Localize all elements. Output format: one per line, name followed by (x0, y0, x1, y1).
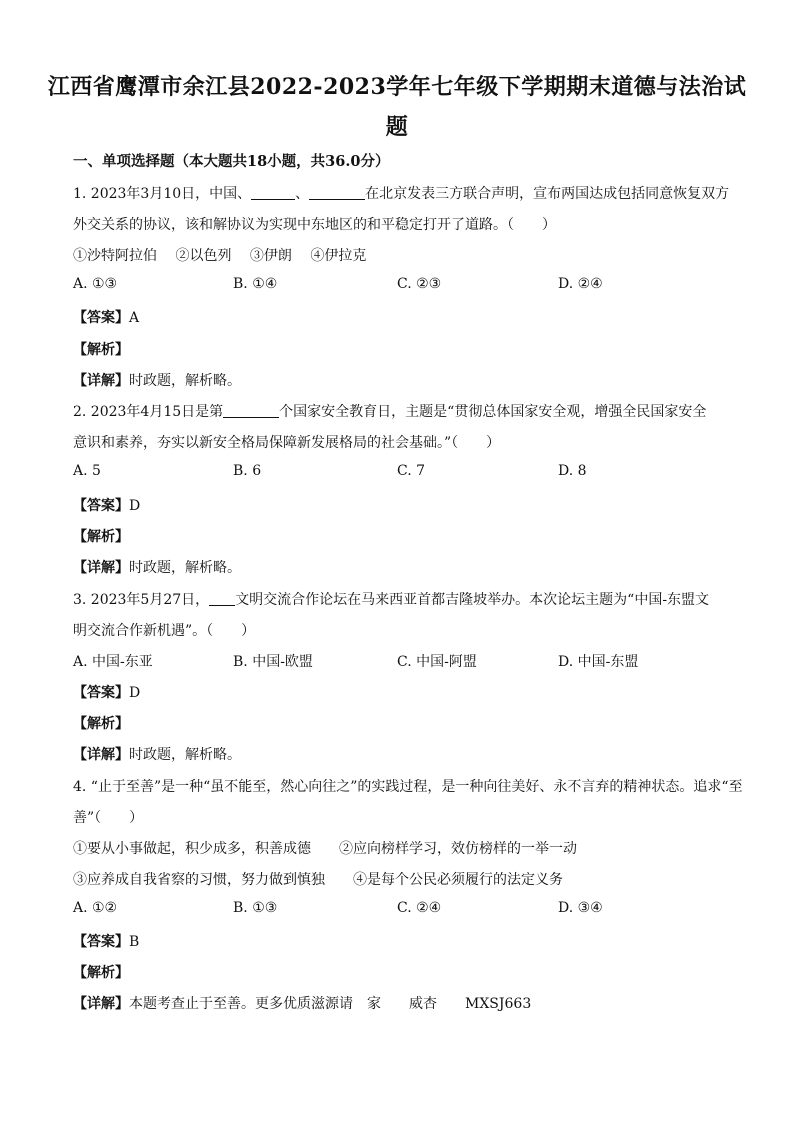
q4-option-c: C. ②④ (397, 900, 442, 916)
q3-option-c: C. 中国-阿盟 (397, 654, 477, 670)
q1-stem-part3: 在北京发表三方联合声明，宣布两国达成包括同意恢复双方 (365, 186, 730, 202)
q4-detail-text: 本题考查止于至善。更多优质滋源请 家 威杏 MXSJ663 (129, 996, 532, 1012)
q3-option-a: A. 中国-东亚 (73, 654, 153, 670)
q2-detail (73, 557, 241, 577)
doc-title-line2: 题 (385, 114, 409, 140)
q1-answer-value: A (129, 310, 140, 326)
q4-answer (73, 931, 139, 951)
q4-answer-tag: 【答案】 (73, 934, 129, 950)
q2-answer-tag: 【答案】 (73, 498, 129, 514)
q3-detail-tag: 【详解】 (73, 747, 129, 763)
q1-analysis-tag: 【解析】 (73, 342, 129, 358)
q1-items: ①沙特阿拉伯 ②以色列 ③伊朗 ④伊拉克 (73, 248, 367, 264)
q3-stem-line1 (73, 589, 709, 609)
q4-detail-tag: 【详解】 (73, 996, 129, 1012)
q2-option-c: C. 7 (397, 463, 426, 479)
q4-items-line2: ③应养成自我省察的习惯，努力做到慎独 ④是每个公民必须履行的法定义务 (73, 872, 563, 888)
q3-detail-text: 时政题，解析略。 (129, 747, 241, 763)
q4-analysis-tag: 【解析】 (73, 965, 129, 981)
q4-detail (73, 993, 531, 1013)
q1-stem-line1 (73, 183, 729, 203)
q1-option-c: C. ②③ (397, 276, 442, 292)
q4-stem-line1: 4. “止于至善”是一种“虽不能至，然心向往之”的实践过程，是一种向往美好、永不言弃的精神状态。追求“至 (73, 779, 743, 795)
q3-stem-line2: 明交流合作新机遇”。（ ） (73, 623, 256, 639)
q3-answer-value: D (129, 685, 141, 701)
q3-option-b: B. 中国-欧盟 (233, 654, 313, 670)
q2-blank (223, 403, 279, 418)
q1-option-b: B. ①④ (233, 276, 278, 292)
q1-answer-tag: 【答案】 (73, 310, 129, 326)
q4-stem-line2: 善”（ ） (73, 810, 144, 826)
q4-items-line1: ①要从小事做起，积少成多，积善成德 ②应向榜样学习，效仿榜样的一举一动 (73, 841, 577, 857)
q1-option-a: A. ①③ (73, 276, 118, 292)
q1-stem-part1: 1. 2023年3月10日，中国、 (73, 186, 252, 202)
q2-option-a: A. 5 (73, 463, 101, 479)
q1-option-d: D. ②④ (558, 276, 603, 292)
q3-option-d: D. 中国-东盟 (558, 654, 639, 670)
q3-stem-part1: 3. 2023年5月27日， (73, 592, 210, 608)
q3-answer (73, 682, 140, 702)
q3-analysis-tag: 【解析】 (73, 716, 129, 732)
q2-stem-part2: 个国家安全教育日，主题是“贯彻总体国家安全观，增强全民国家安全 (279, 404, 707, 420)
q3-blank (209, 591, 235, 606)
q4-option-b: B. ①③ (233, 900, 278, 916)
q2-answer (73, 495, 140, 515)
q4-option-d: D. ③④ (558, 900, 603, 916)
q1-detail-tag: 【详解】 (73, 373, 129, 389)
q2-detail-text: 时政题，解析略。 (129, 560, 241, 576)
q1-blank-1 (251, 185, 295, 200)
section-heading: 一、单项选择题（本大题共18小题，共36.0分） (73, 153, 390, 170)
q2-detail-tag: 【详解】 (73, 560, 129, 576)
q2-option-d: D. 8 (558, 463, 587, 479)
q2-option-b: B. 6 (233, 463, 262, 479)
q2-answer-value: D (129, 498, 141, 514)
q1-stem-line2: 外交关系的协议，该和解协议为实现中东地区的和平稳定打开了道路。（ ） (73, 217, 556, 233)
q3-stem-part2: 文明交流合作论坛在马来西亚首都吉隆坡举办。本次论坛主题为“中国-东盟文 (235, 592, 710, 608)
q3-answer-tag: 【答案】 (73, 685, 129, 701)
q2-stem-line2: 意识和素养，夯实以新安全格局保障新发展格局的社会基础。”（ ） (73, 435, 501, 451)
q1-answer (73, 307, 139, 327)
q2-stem-part1: 2. 2023年4月15日是第 (73, 404, 224, 420)
q2-analysis-tag: 【解析】 (73, 529, 129, 545)
q1-blank-2 (309, 185, 365, 200)
q1-stem-part2: 、 (295, 186, 310, 202)
doc-title-line1: 江西省鹰潭市余江县2022-2023学年七年级下学期期末道德与法治试 (47, 74, 747, 100)
q4-option-a: A. ①② (73, 900, 118, 916)
q3-detail (73, 744, 241, 764)
q1-detail-text: 时政题，解析略。 (129, 373, 241, 389)
q2-stem-line1 (73, 401, 706, 421)
q4-answer-value: B (129, 934, 140, 950)
q1-detail (73, 370, 241, 390)
